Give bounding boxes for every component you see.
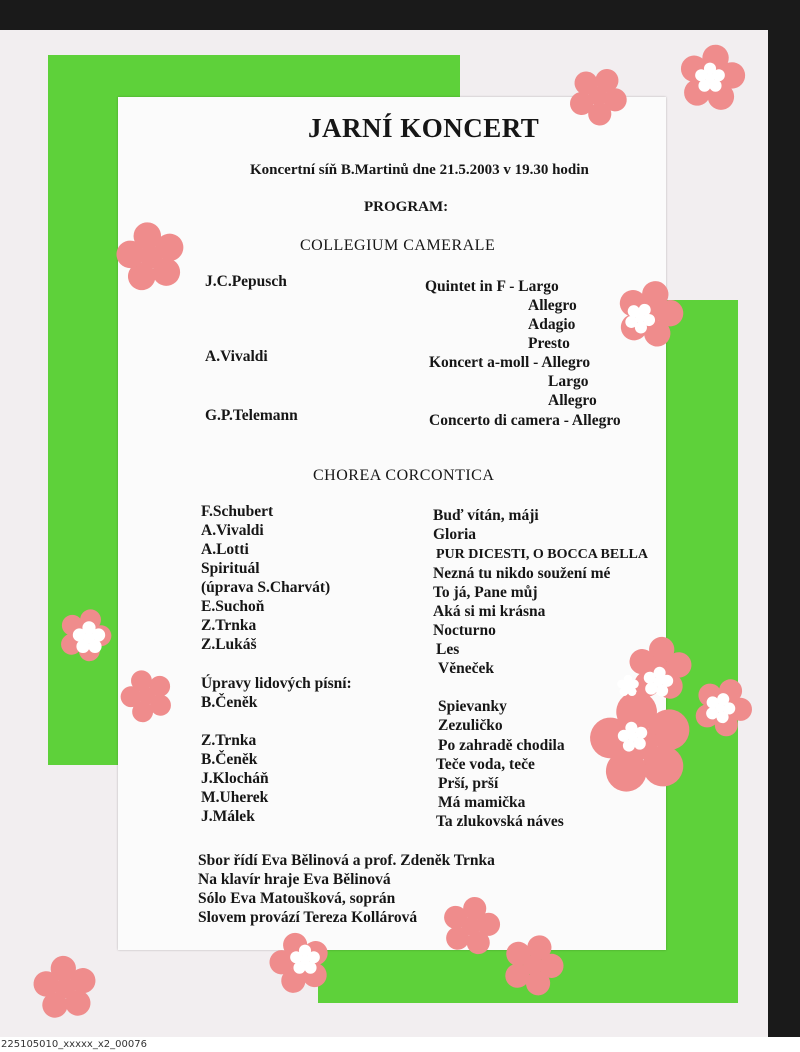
- composer-name: B.Čeněk: [201, 751, 258, 768]
- composer-name: E.Suchoň: [201, 598, 265, 615]
- piece-title: Věneček: [438, 660, 494, 677]
- credit-line: Na klavír hraje Eva Bělinová: [198, 871, 391, 888]
- composer-name: M.Uherek: [201, 789, 269, 806]
- piece-title: PUR DICESTI, O BOCCA BELLA: [436, 547, 648, 562]
- piece-movement: Largo: [548, 373, 589, 390]
- piece-title: Les: [436, 641, 460, 658]
- section-heading-collegium: COLLEGIUM CAMERALE: [300, 237, 496, 254]
- folk-songs-label: Úpravy lidových písní:: [201, 675, 352, 692]
- piece-title: Buď vítán, máji: [433, 507, 539, 524]
- piece-movement: Allegro: [548, 392, 597, 409]
- composer-name: J.Málek: [201, 808, 255, 825]
- composer-name: F.Schubert: [201, 503, 274, 520]
- piece-title: To já, Pane můj: [433, 584, 538, 601]
- composer-note: (úprava S.Charvát): [201, 579, 331, 596]
- piece-title: Má mamička: [438, 794, 526, 811]
- concert-venue-date: Koncertní síň B.Martinů dne 21.5.2003 v 19.30 hodin: [250, 162, 589, 178]
- piece-title: Aká si mi krásna: [433, 603, 546, 620]
- composer-name: Z.Trnka: [201, 617, 257, 634]
- flower-icon: [496, 926, 572, 1001]
- composer-name: Z.Lukáš: [201, 636, 257, 653]
- piece-title: Spievanky: [438, 698, 507, 715]
- piece-movement: Presto: [528, 335, 570, 352]
- flower-icon: [611, 273, 690, 351]
- credit-line: Slovem provází Tereza Kollárová: [198, 909, 418, 926]
- piece-title: Nezná tu nikdo soužení mé: [433, 565, 611, 582]
- piece-title: Ta zlukovská náves: [436, 813, 564, 830]
- piece-title: Quintet in F - Largo: [425, 278, 559, 295]
- image-caption: 225105010_xxxxx_x2_00076: [0, 1037, 800, 1052]
- flower-icon: [31, 953, 98, 1019]
- credit-line: Sbor řídí Eva Bělinová a prof. Zdeněk Trnka: [198, 852, 495, 869]
- flower-icon: [617, 675, 639, 696]
- section-heading-chorea: CHOREA CORCONTICA: [313, 467, 495, 484]
- piece-title: Nocturno: [433, 622, 496, 639]
- piece-movement: Adagio: [528, 316, 576, 333]
- piece-title: Po zahradě chodila: [438, 737, 565, 754]
- composer-name: B.Čeněk: [201, 694, 258, 711]
- flower-icon: [560, 56, 637, 133]
- piece-title: Zezuličko: [438, 717, 503, 734]
- piece-movement: Allegro: [528, 297, 577, 314]
- piece-title: Concerto di camera - Allegro: [429, 412, 621, 429]
- composer-name: A.Vivaldi: [205, 348, 268, 365]
- composer-name: J.Klocháň: [201, 770, 269, 787]
- composer-name: J.C.Pepusch: [205, 273, 287, 290]
- flower-icon: [438, 891, 505, 957]
- concert-title: JARNÍ KONCERT: [308, 113, 540, 143]
- composer-name: G.P.Telemann: [205, 407, 298, 424]
- composer-name: A.Lotti: [201, 541, 249, 558]
- piece-title: Koncert a-moll - Allegro: [429, 354, 591, 371]
- composer-name: Z.Trnka: [201, 732, 257, 749]
- flower-icon: [114, 662, 179, 727]
- composer-name: A.Vivaldi: [201, 522, 264, 539]
- credit-line: Sólo Eva Matoušková, soprán: [198, 890, 396, 907]
- piece-title: Prší, prší: [438, 775, 499, 792]
- piece-title: Gloria: [433, 526, 477, 543]
- composer-name: Spirituál: [201, 560, 260, 577]
- piece-title: Teče voda, teče: [436, 756, 535, 773]
- flower-icon: [112, 217, 190, 294]
- program-label: PROGRAM:: [364, 199, 449, 215]
